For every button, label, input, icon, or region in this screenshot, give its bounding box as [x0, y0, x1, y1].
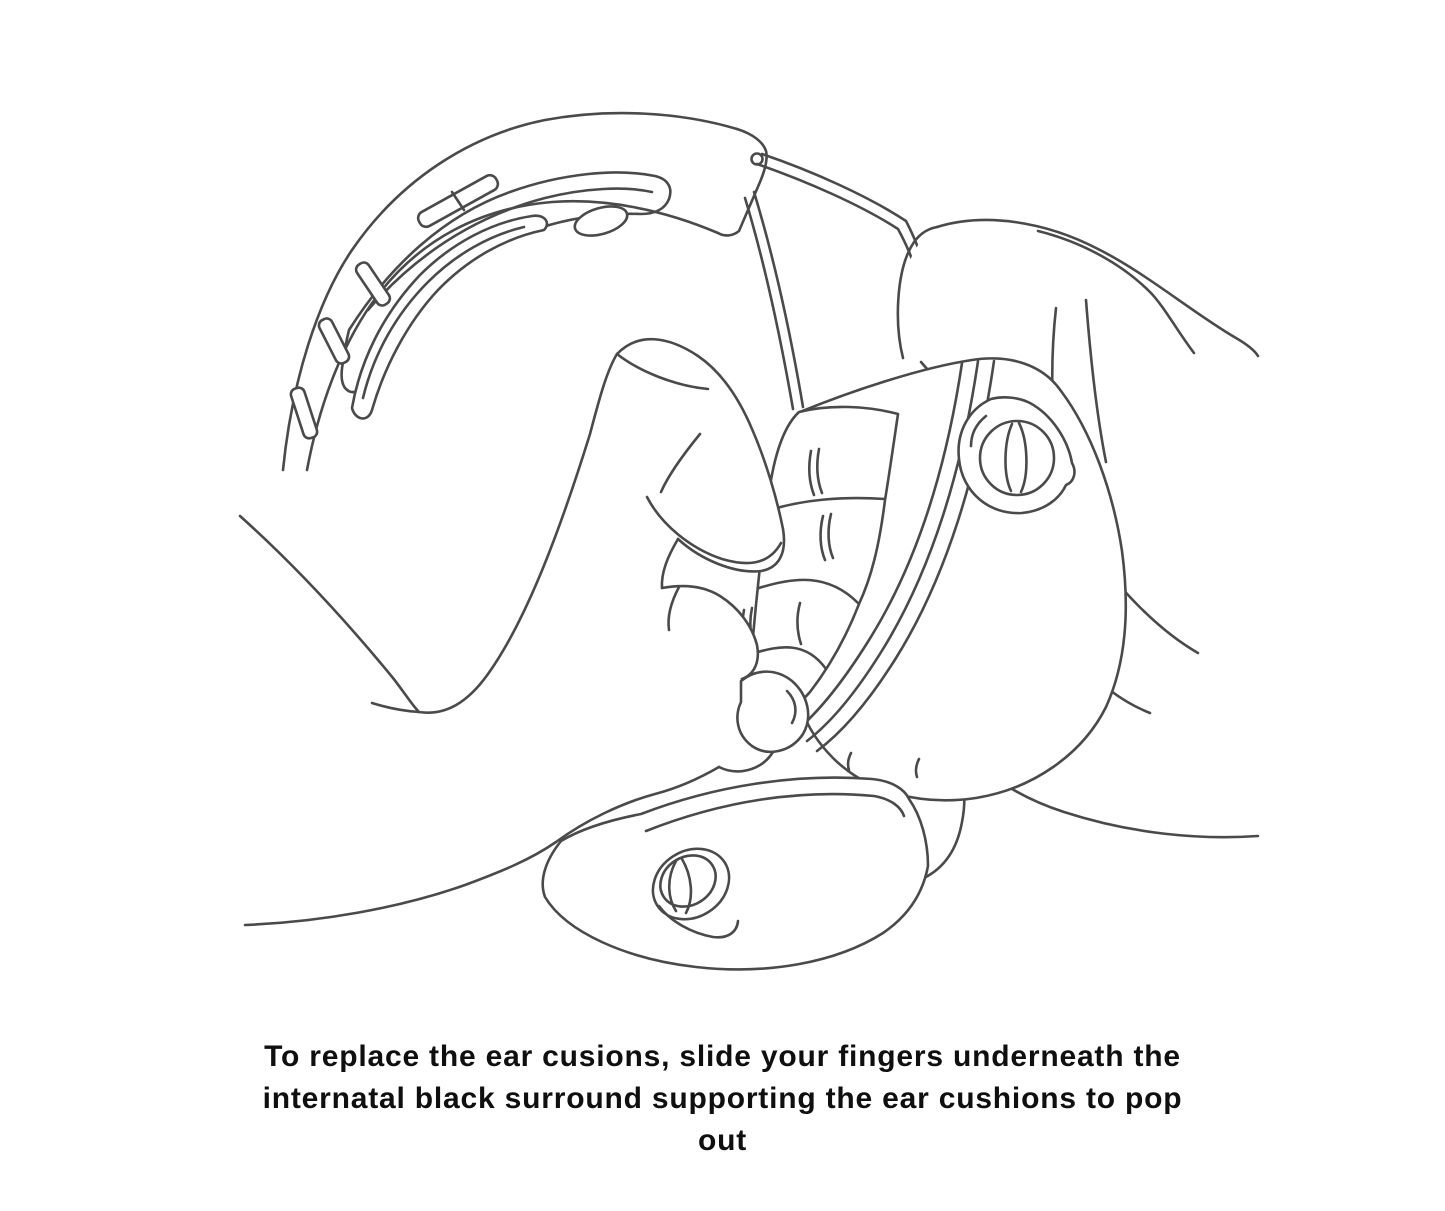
headband-long-slot [352, 216, 547, 419]
headband-slots [289, 173, 630, 440]
caption-line-2: internatal black surround supporting the ear cushions to pop [262, 1082, 1183, 1115]
caption-line-3: out [697, 1124, 748, 1157]
caption [143, 1030, 1303, 1162]
caption-line-1: To replace the ear cusions, slide your fingers underneath the [264, 1040, 1181, 1073]
